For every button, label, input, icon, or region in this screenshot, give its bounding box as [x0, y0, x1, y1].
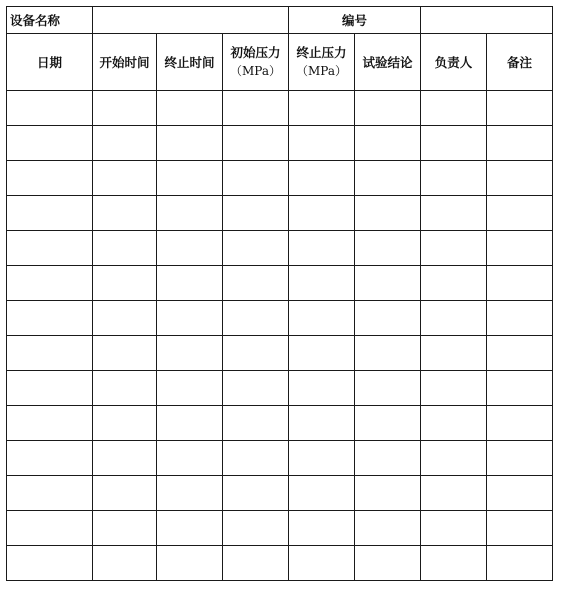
device-name-field[interactable] — [93, 7, 289, 34]
table-cell[interactable] — [7, 301, 93, 336]
table-cell[interactable] — [421, 266, 487, 301]
table-cell[interactable] — [7, 161, 93, 196]
table-cell[interactable] — [421, 196, 487, 231]
table-cell[interactable] — [93, 231, 157, 266]
table-cell[interactable] — [93, 441, 157, 476]
table-cell[interactable] — [487, 476, 553, 511]
column-header — [289, 34, 355, 91]
number-field[interactable] — [421, 7, 553, 34]
table-cell[interactable] — [487, 301, 553, 336]
column-header-label: 备注 — [507, 54, 533, 70]
table-cell[interactable] — [7, 231, 93, 266]
table-cell[interactable] — [157, 266, 223, 301]
table-cell[interactable] — [157, 91, 223, 126]
table-cell[interactable] — [7, 126, 93, 161]
table-cell[interactable] — [157, 441, 223, 476]
column-header-label: 试验结论 — [362, 54, 413, 70]
column-header — [487, 34, 553, 91]
table-cell[interactable] — [93, 406, 157, 441]
table-cell[interactable] — [157, 476, 223, 511]
table-cell[interactable] — [223, 91, 289, 126]
record-table — [6, 6, 553, 581]
table-cell[interactable] — [355, 301, 421, 336]
table-cell[interactable] — [421, 231, 487, 266]
table-cell[interactable] — [7, 266, 93, 301]
table-cell[interactable] — [355, 406, 421, 441]
column-header — [223, 34, 289, 91]
table-cell[interactable] — [93, 266, 157, 301]
table-cell[interactable] — [355, 91, 421, 126]
table-cell[interactable] — [355, 546, 421, 581]
column-header — [355, 34, 421, 91]
table-cell[interactable] — [7, 336, 93, 371]
table-cell[interactable] — [355, 196, 421, 231]
table-row — [7, 161, 553, 196]
table-cell[interactable] — [7, 371, 93, 406]
table-cell[interactable] — [223, 476, 289, 511]
table-cell[interactable] — [157, 511, 223, 546]
table-cell[interactable] — [421, 161, 487, 196]
column-header-row — [7, 34, 553, 91]
table-cell[interactable] — [487, 231, 553, 266]
table-cell[interactable] — [289, 511, 355, 546]
table-cell[interactable] — [7, 476, 93, 511]
column-header — [93, 34, 157, 91]
table-cell[interactable] — [289, 126, 355, 161]
table-cell[interactable] — [93, 196, 157, 231]
table-row — [7, 406, 553, 441]
table-cell[interactable] — [421, 441, 487, 476]
table-cell[interactable] — [7, 546, 93, 581]
table-cell[interactable] — [487, 161, 553, 196]
table-cell[interactable] — [93, 336, 157, 371]
table-cell[interactable] — [487, 546, 553, 581]
table-cell[interactable] — [7, 406, 93, 441]
pressure-test-record-form — [6, 6, 552, 592]
column-header-label: 初始压力 — [230, 45, 281, 60]
table-cell[interactable] — [157, 161, 223, 196]
table-cell[interactable] — [223, 266, 289, 301]
table-cell[interactable] — [7, 196, 93, 231]
table-cell[interactable] — [421, 406, 487, 441]
table-cell[interactable] — [487, 266, 553, 301]
table-cell[interactable] — [223, 511, 289, 546]
table-cell[interactable] — [93, 511, 157, 546]
table-cell[interactable] — [487, 126, 553, 161]
column-header — [421, 34, 487, 91]
table-row — [7, 546, 553, 581]
table-cell[interactable] — [7, 91, 93, 126]
column-header-label: 终止时间 — [164, 54, 215, 70]
table-cell[interactable] — [223, 371, 289, 406]
table-cell[interactable] — [289, 546, 355, 581]
table-cell[interactable] — [421, 336, 487, 371]
table-cell[interactable] — [223, 196, 289, 231]
column-header-label: 开始时间 — [99, 54, 150, 70]
table-cell[interactable] — [355, 441, 421, 476]
column-header-label: 终止压力 — [296, 45, 347, 60]
table-cell[interactable] — [289, 476, 355, 511]
table-cell[interactable] — [487, 196, 553, 231]
table-cell[interactable] — [421, 371, 487, 406]
table-cell[interactable] — [223, 406, 289, 441]
table-row — [7, 196, 553, 231]
table-row — [7, 231, 553, 266]
table-cell[interactable] — [289, 406, 355, 441]
table-cell[interactable] — [355, 126, 421, 161]
table-row — [7, 441, 553, 476]
table-row — [7, 371, 553, 406]
table-cell[interactable] — [157, 336, 223, 371]
table-cell[interactable] — [157, 231, 223, 266]
table-cell[interactable] — [289, 441, 355, 476]
table-cell[interactable] — [289, 91, 355, 126]
column-header-label: 日期 — [36, 54, 62, 70]
table-cell[interactable] — [355, 266, 421, 301]
table-cell[interactable] — [289, 336, 355, 371]
table-cell[interactable] — [223, 301, 289, 336]
table-row — [7, 266, 553, 301]
table-row — [7, 126, 553, 161]
table-cell[interactable] — [421, 91, 487, 126]
table-cell[interactable] — [93, 476, 157, 511]
table-cell[interactable] — [157, 301, 223, 336]
header-info-row — [7, 7, 553, 34]
table-cell[interactable] — [289, 371, 355, 406]
table-cell[interactable] — [157, 371, 223, 406]
table-row — [7, 91, 553, 126]
table-row — [7, 476, 553, 511]
table-cell[interactable] — [223, 336, 289, 371]
table-cell[interactable] — [355, 511, 421, 546]
table-cell[interactable] — [223, 441, 289, 476]
table-cell[interactable] — [421, 301, 487, 336]
table-cell[interactable] — [289, 161, 355, 196]
table-cell[interactable] — [157, 126, 223, 161]
table-cell[interactable] — [93, 91, 157, 126]
device-name-label: 设备名称 — [7, 7, 93, 34]
table-row — [7, 511, 553, 546]
table-cell[interactable] — [157, 546, 223, 581]
table-cell[interactable] — [355, 336, 421, 371]
table-cell[interactable] — [157, 196, 223, 231]
table-cell[interactable] — [421, 126, 487, 161]
table-row — [7, 336, 553, 371]
table-cell[interactable] — [421, 476, 487, 511]
table-cell[interactable] — [421, 546, 487, 581]
table-cell[interactable] — [355, 476, 421, 511]
table-cell[interactable] — [487, 371, 553, 406]
table-cell[interactable] — [93, 546, 157, 581]
table-cell[interactable] — [487, 336, 553, 371]
table-cell[interactable] — [223, 231, 289, 266]
number-label: 编号 — [289, 7, 421, 34]
column-header — [157, 34, 223, 91]
table-cell[interactable] — [93, 126, 157, 161]
table-row — [7, 301, 553, 336]
table-cell[interactable] — [223, 126, 289, 161]
table-cell[interactable] — [93, 161, 157, 196]
table-cell[interactable] — [93, 301, 157, 336]
table-cell[interactable] — [7, 441, 93, 476]
table-cell[interactable] — [157, 406, 223, 441]
column-header-unit: （MPa） — [296, 64, 347, 78]
table-cell[interactable] — [289, 196, 355, 231]
table-cell[interactable] — [487, 406, 553, 441]
table-cell[interactable] — [289, 301, 355, 336]
column-header-unit: （MPa） — [230, 64, 281, 78]
table-cell[interactable] — [355, 161, 421, 196]
table-cell[interactable] — [487, 511, 553, 546]
table-cell[interactable] — [93, 371, 157, 406]
table-cell[interactable] — [487, 441, 553, 476]
table-cell[interactable] — [7, 511, 93, 546]
table-cell[interactable] — [355, 371, 421, 406]
table-cell[interactable] — [487, 91, 553, 126]
table-cell[interactable] — [289, 266, 355, 301]
column-header-label: 负责人 — [434, 54, 473, 70]
table-cell[interactable] — [289, 231, 355, 266]
table-cell[interactable] — [355, 231, 421, 266]
table-cell[interactable] — [421, 511, 487, 546]
table-cell[interactable] — [223, 161, 289, 196]
table-cell[interactable] — [223, 546, 289, 581]
column-header — [7, 34, 93, 91]
